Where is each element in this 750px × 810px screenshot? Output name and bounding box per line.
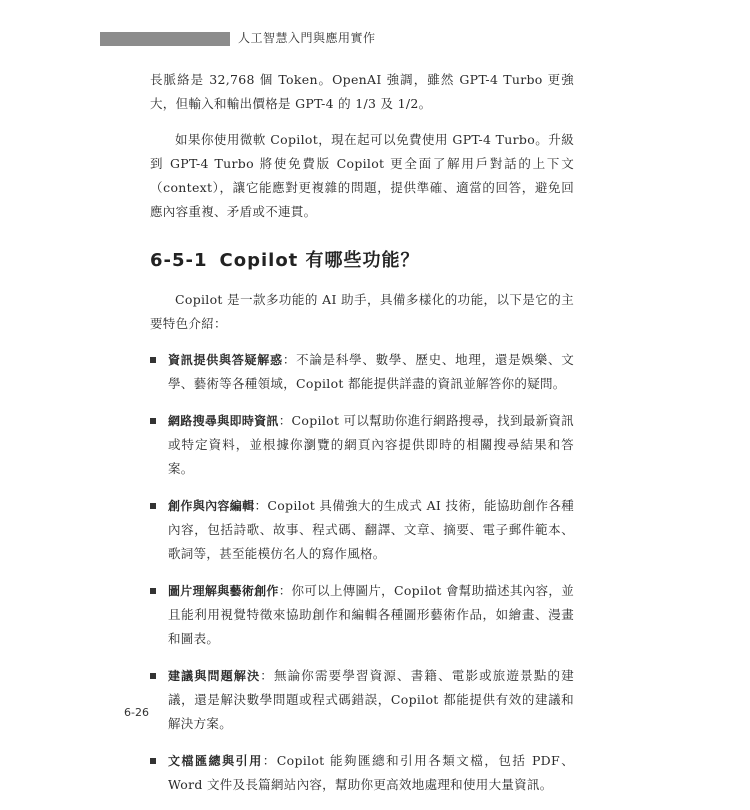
square-bullet-icon: [150, 758, 156, 764]
section-intro: Copilot 是一款多功能的 AI 助手，具備多樣化的功能，以下是它的主要特色介紹：: [150, 292, 574, 331]
page-number: 6-26: [124, 706, 149, 719]
square-bullet-icon: [150, 357, 156, 363]
section-title: Copilot 有哪些功能？: [219, 250, 420, 271]
list-item: [150, 348, 574, 396]
square-bullet-icon: [150, 418, 156, 424]
square-bullet-icon: [150, 673, 156, 679]
feature-text: ：不論是科學、數學、歷史、地理，還是娛樂、文學、藝術等各種領域，Copilot 都能提供詳盡的資訊並解答你的疑問。: [168, 352, 574, 391]
list-item: [150, 579, 574, 651]
feature-title: 建議與問題解決: [168, 669, 261, 683]
feature-title: 文檔匯總與引用: [168, 754, 263, 768]
square-bullet-icon: [150, 588, 156, 594]
list-item: [150, 409, 574, 481]
feature-text: ：Copilot 具備強大的生成式 AI 技術，能協助創作各種內容，包括詩歌、故事、程式碼、翻譯、文章、摘要、電子郵件範本、歌詞等，甚至能模仿名人的寫作風格。: [168, 498, 574, 561]
feature-text: ：你可以上傳圖片，Copilot 會幫助描述其內容，並且能利用視覺特徵來協助創作和編輯各種圖形藝術作品，如繪畫、漫畫和圖表。: [168, 583, 574, 646]
feature-title: 資訊提供與答疑解惑: [168, 353, 283, 367]
header-gray-bar: [100, 32, 230, 46]
list-item: [150, 494, 574, 566]
feature-text: ：無論你需要學習資源、書籍、電影或旅遊景點的建議，還是解決數學問題或程式碼錯誤，Copilot 都能提供有效的建議和解決方案。: [168, 668, 574, 731]
list-item: [150, 749, 574, 797]
section-number: 6-5-1: [150, 250, 208, 271]
feature-text: ：Copilot 能夠匯總和引用各類文檔，包括 PDF、Word 文件及長篇網站內容，幫助你更高效地處理和使用大量資訊。: [168, 753, 574, 792]
feature-title: 創作與內容編輯: [168, 499, 255, 513]
paragraph-copilot-upgrade: 如果你使用微軟 Copilot，現在起可以免費使用 GPT-4 Turbo。升級到 GPT-4 Turbo 將使免費版 Copilot 更全面了解用戶對話的上下文（context），讓它能應對更複雜的問題，提供準確、適當的回答，避免回應內容重複、矛盾或不連貫。: [150, 132, 574, 219]
book-title: 人工智慧入門與應用實作: [238, 31, 376, 45]
square-bullet-icon: [150, 503, 156, 509]
feature-list: [150, 348, 574, 797]
section-heading: [150, 248, 574, 274]
paragraph-continuation: 長脈絡是 32,768 個 Token。OpenAI 強調，雖然 GPT-4 Turbo 更強大，但輸入和輸出價格是 GPT-4 的 1/3 及 1/2。: [150, 72, 574, 111]
feature-title: 網路搜尋與即時資訊: [168, 414, 279, 428]
page-body: [150, 68, 574, 810]
feature-title: 圖片理解與藝術創作: [168, 584, 279, 598]
running-header: [0, 30, 750, 46]
feature-text: ：Copilot 可以幫助你進行網路搜尋，找到最新資訊或特定資料，並根據你瀏覽的網頁內容提供即時的相關搜尋結果和答案。: [168, 413, 574, 476]
list-item: [150, 664, 574, 736]
